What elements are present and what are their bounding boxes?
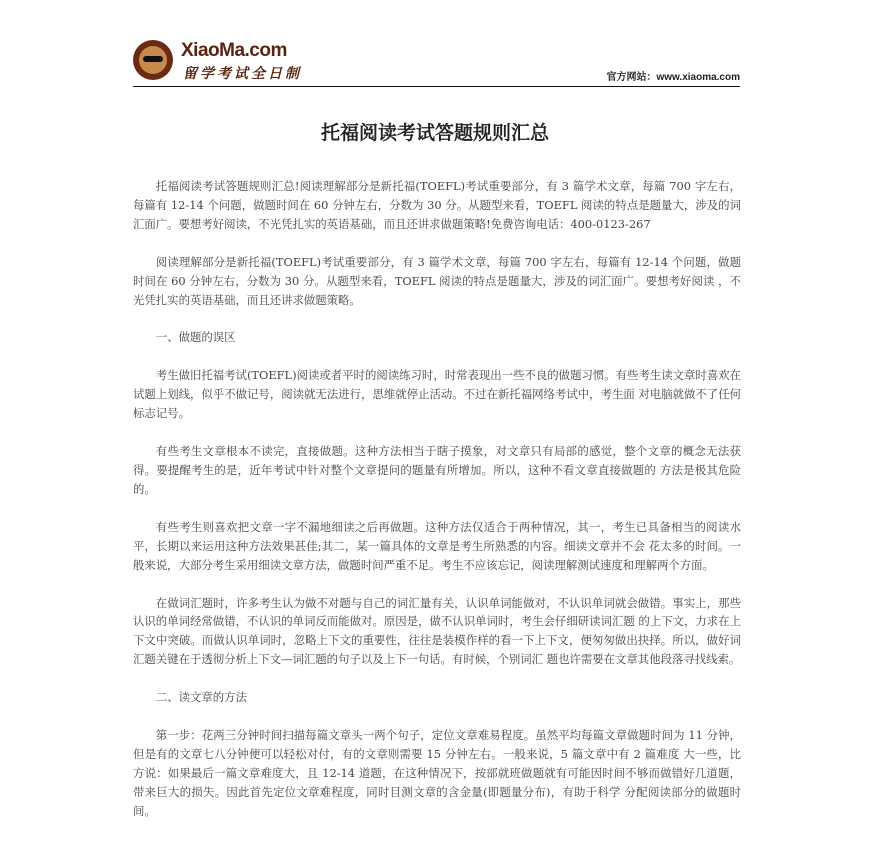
section-heading: 一、做题的误区 xyxy=(155,330,236,345)
logo-mascot-icon xyxy=(133,40,173,80)
paragraph: 在做词汇题时，许多考生认为做不对题与自己的词汇量有关，认识单词能做对，不认识单词就会做错。事实上，那些认识的单词经常做错，不认识的单词反而能做对。原因是，做不认识单词时，考生会仔细研读词汇题 的上下文，力求在上下文中突破。而做认识单词时，忽略上下文的重要性，往往是装模作样的看一下上下文，便匆匆做出抉择。所以，做好词汇题关键在于透彻分析上下文—词汇题的句子以及上下一句话。有时候，个别词汇 题也许需要在文章其他段落寻找线索。 xyxy=(133,595,741,667)
section-heading: 二、读文章的方法 xyxy=(155,690,247,705)
document-body xyxy=(133,177,741,840)
paragraph: 有些考生则喜欢把文章一字不漏地细读之后再做题。这种方法仅适合于两种情况，其一，考生已具备相当的阅读水平，长期以来运用这种方法效果甚佳;其二，某一篇具体的文章是考生所熟悉的内容。细读文章并不会 花太多的时间。一般来说，大部分考生采用细读文章方法，做题时间严重不足。考生不应该忘记，阅读理解测试速度和理解两个方面。 xyxy=(133,519,741,572)
paragraph: 有些考生文章根本不读完，直接做题。这种方法相当于瞎子摸象，对文章只有局部的感觉，整个文章的概念无法获得。要提醒考生的是，近年考试中针对整个文章提问的题量有所增加。所以，这种不看文章直接做题的 方法是极其危险的。 xyxy=(133,444,741,496)
page-header xyxy=(133,36,740,87)
document-title: 托福阅读考试答题规则汇总 xyxy=(320,122,549,144)
paragraph: 托福阅读考试答题规则汇总!阅读理解部分是新托福(TOEFL)考试重要部分，有 3 篇学术文章，每篇 700 字左右，每篇有 12-14 个问题，做题时间在 60 分钟左右，分数为 30 分。从题型来看，TOEFL 阅读的特点是题量大，涉及的词汇面广。要想考好阅读，不光凭扎实的英语基础，而且还讲求做题策略!免费咨询电话：400-0123-267 xyxy=(133,179,741,231)
official-site-label: 官方网站：www.xiaoma.com xyxy=(606,72,740,83)
logo-text: XiaoMa.com xyxy=(181,40,287,61)
paragraph: 考生做旧托福考试(TOEFL)阅读或者平时的阅读练习时，时常表现出一些不良的做题习惯。有些考生读文章时喜欢在试题上划线，似乎不做记号，阅读就无法进行，思维就停止活动。不过在新托福网络考试中，考生面 对电脑就做不了任何标志记号。 xyxy=(133,368,741,421)
logo-tagline: 留学考试全日制 xyxy=(183,66,302,82)
paragraph: 第一步：花两三分钟时间扫描每篇文章头一两个句子，定位文章难易程度。虽然平均每篇文章做题时间为 11 分钟，但是有的文章七八分钟便可以轻松对付，有的文章则需要 15 分钟左右。一般来说，5 篇文章中有 2 篇难度 大一些，比方说：如果最后一篇文章难度大，且 12-14 道题，在这种情况下，按部就班做题就有可能因时间不够而做错好几道题，带来巨大的损失。因此首先定位文章难程度，同时目测文章的含金量(即题量分布)，有助于科学 分配阅读部分的做题时间。 xyxy=(133,728,741,818)
paragraph: 阅读理解部分是新托福(TOEFL)考试重要部分，有 3 篇学术文章，每篇 700 字左右，每篇有 12-14 个问题，做题时间在 60 分钟左右，分数为 30 分。从题型来看，TOEFL 阅读的特点是题量大，涉及的词汇面广。要想考好阅读 ，不光凭扎实的英语基础，而且还讲求做题策略。 xyxy=(133,254,741,307)
